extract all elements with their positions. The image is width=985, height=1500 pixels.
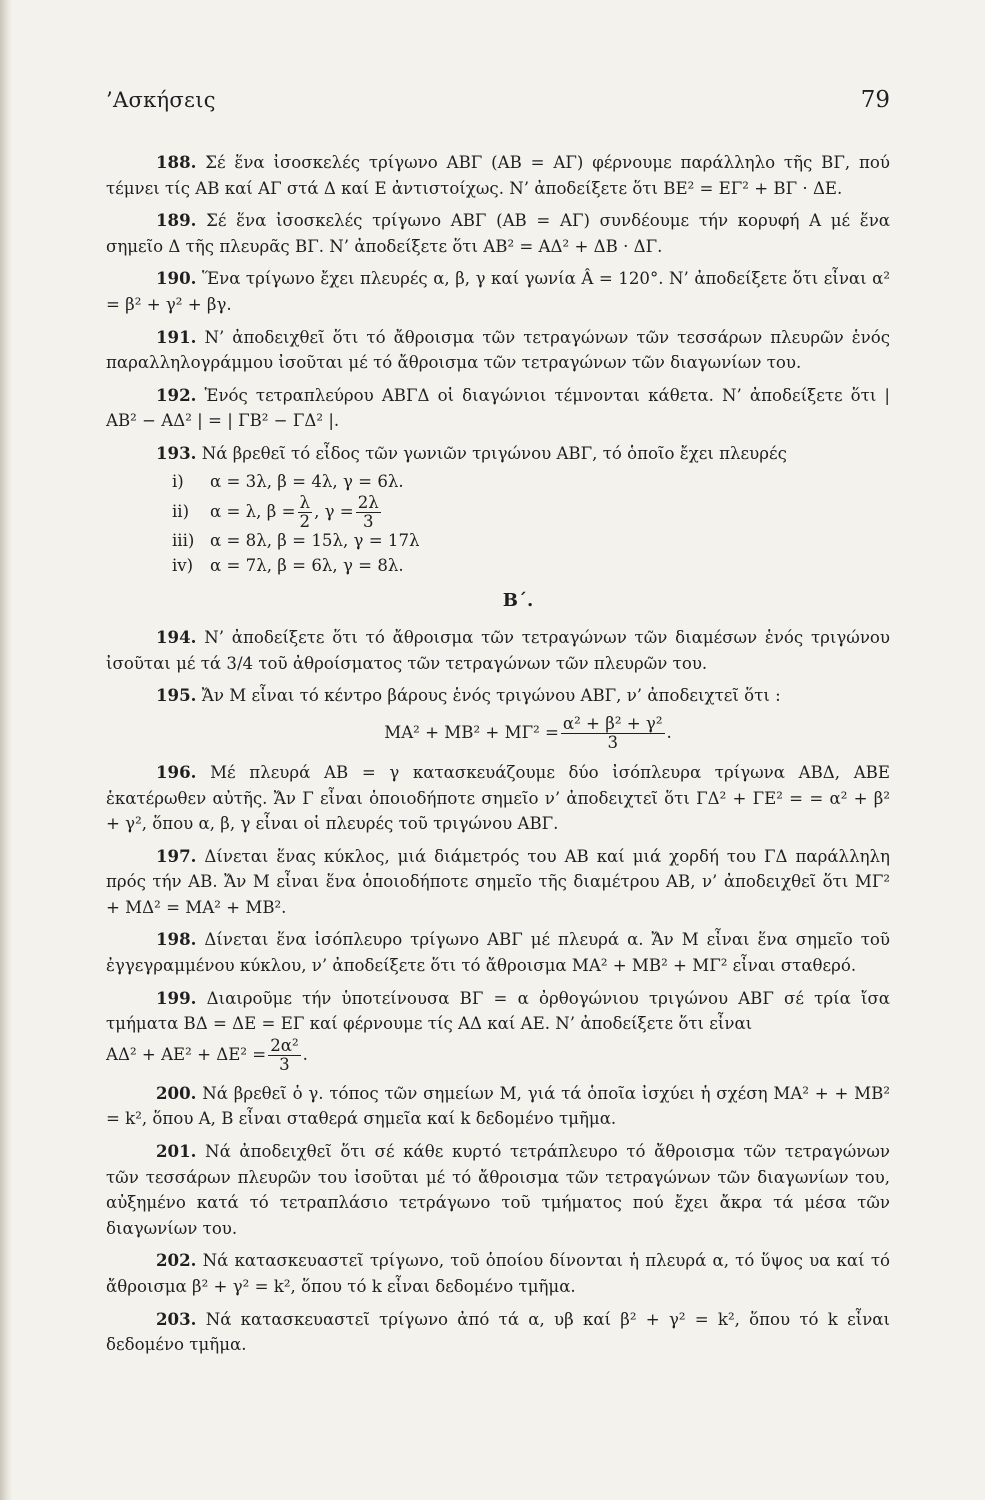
exercise-number: 191. [156,326,197,347]
exercise-number: 190. [156,268,197,289]
exercise-text: Νά βρεθεῖ τό εἶδος τῶν γωνιῶν τριγώνου ΑΒΓ, τό ὁποῖο ἔχει πλευρές [201,443,787,463]
fraction-numerator: α² + β² + γ² [562,713,663,733]
exercise-189 [106,208,890,259]
formula-end: . [666,722,672,742]
formula-195 [166,715,890,752]
case-item [172,553,890,578]
exercise-text: Σέ ἕνα ἰσοσκελές τρίγωνο ΑΒΓ (ΑΒ = ΑΓ) φέρνουμε παράλληλο τῆς ΒΓ, πού τέμνει τίς ΑΒ καί ΑΓ στά Δ καί Ε ἀντιστοίχως. Ν’ ἀποδείξετε ὅτι ΒΕ² = ΕΓ² + ΒΓ · ΔΕ. [106,153,890,198]
exercise-202 [106,1248,890,1299]
case-item [172,528,890,553]
exercise-200 [106,1081,890,1132]
exercise-text: Νά ἀποδειχθεῖ ὅτι σέ κάθε κυρτό τετράπλευρο τό ἄθροισμα τῶν τετραγώνων τῶν τεσσάρων πλευρῶν του ἰσοῦται μέ τό ἄθροισμα τῶν τετραγώνων τῶν διαγωνίων του, αὐξημένο κατά τό τετραπλάσιο τετράγωνο τοῦ τμήματος πού ἔχει ἄκρα τά μέσα τῶν διαγωνίων του. [106,1142,890,1238]
case-label: iii) [172,530,195,550]
exercise-199 [106,986,890,1037]
exercise-text: Μέ πλευρά ΑΒ = γ κατασκευάζουμε δύο ἰσόπλευρα τρίγωνα ΑΒΔ, ΑΒΕ ἑκατέρωθεν αὐτῆς. Ἄν Γ εἶναι ὁποιοδήποτε σημεῖο ν’ ἀποδειχτεῖ ὅτι ΓΔ² + ΓΕ² = = α² + β² + γ², ὅπου α, β, γ εἶναι οἱ πλευρές τοῦ τριγώνου ΑΒΓ. [106,762,890,834]
formula-lhs: ΑΔ² + ΑΕ² + ΔΕ² = [106,1044,267,1064]
case-item [172,469,890,494]
exercise-number: 200. [156,1082,197,1103]
exercise-text: Ἕνα τρίγωνο ἔχει πλευρές α, β, γ καί γωνία Â = 120°. Ν’ ἀποδείξετε ὅτι εἶναι α² = β² + γ² + βγ. [106,269,890,314]
exercise-190 [106,266,890,317]
exercise-195 [106,683,890,709]
fraction [356,494,381,531]
exercise-192 [106,383,890,434]
exercise-number: 197. [156,845,197,866]
exercise-number: 202. [156,1250,197,1271]
exercise-number: 195. [156,685,197,706]
fraction-denominator: 3 [607,732,618,752]
exercise-text: Διαιροῦμε τήν ὑποτείνουσα ΒΓ = α ὀρθογώνιου τριγώνου ΑΒΓ σέ τρία ἴσα τμήματα ΒΔ = ΔΕ = ΕΓ καί φέρνουμε τίς ΑΔ καί ΑΕ. Ν’ ἀποδείξετε ὅτι εἶναι [106,988,890,1034]
exercise-191 [106,325,890,376]
case-text: , γ = [314,501,354,521]
exercise-188 [106,150,890,201]
case-label: i) [172,471,184,491]
exercise-193-cases [172,469,890,578]
running-title: ’Ασκήσεις [106,88,216,112]
exercise-194 [106,625,890,676]
exercise-number: 203. [156,1308,197,1329]
exercise-203 [106,1307,890,1358]
case-label: iv) [172,555,194,575]
fraction [298,494,313,531]
formula-199 [106,1037,890,1074]
exercise-193 [106,441,890,467]
exercise-text: Σέ ἕνα ἰσοσκελές τρίγωνο ΑΒΓ (ΑΒ = ΑΓ) συνδέουμε τήν κορυφή Α μέ ἕνα σημεῖο Δ τῆς πλευρᾶς ΒΓ. Ν’ ἀποδείξετε ὅτι ΑΒ² = ΑΔ² + ΔΒ · ΔΓ. [106,211,890,256]
exercise-text: Νά βρεθεῖ ὁ γ. τόπος τῶν σημείων Μ, γιά τά ὁποῖα ἰσχύει ἡ σχέση ΜΑ² + + ΜΒ² = k², ὅπου Α, Β εἶναι σταθερά σημεῖα καί k δεδομένο τμῆμα. [106,1083,890,1129]
exercise-number: 192. [156,384,197,405]
section-heading: Β΄. [502,589,534,611]
formula-lhs: ΜΑ² + ΜΒ² + ΜΓ² = [384,722,559,742]
fraction-numerator: 2α² [270,1035,299,1055]
exercise-number: 189. [156,210,197,231]
exercise-text: Ἑνός τετραπλεύρου ΑΒΓΔ οἱ διαγώνιοι τέμνονται κάθετα. Ν’ ἀποδείξετε ὅτι | ΑΒ² − ΑΔ² | = | ΓΒ² − ΓΔ² |. [106,385,891,431]
formula-end: . [302,1044,308,1064]
exercise-number: 196. [156,761,197,782]
fraction [268,1037,300,1074]
exercise-number: 194. [156,627,197,648]
exercise-number: 201. [156,1141,197,1162]
fraction-numerator: λ [298,494,313,513]
fraction-numerator: 2λ [357,492,379,512]
exercise-number: 193. [156,442,197,463]
exercise-198 [106,927,890,978]
exercise-197 [106,844,890,921]
case-text: α = 8λ, β = 15λ, γ = 17λ [210,530,420,550]
exercise-text: Νά κατασκευαστεῖ τρίγωνο, τοῦ ὁποίου δίνονται ἡ πλευρά α, τό ὕψος υα καί τό ἄθροισμα β² + γ² = k², ὅπου τό k εἶναι δεδομένο τμῆμα. [106,1251,890,1296]
exercise-text: Δίνεται ἕνας κύκλος, μιά διάμετρός του ΑΒ καί μιά χορδή του ΓΔ παράλληλη πρός τήν ΑΒ. Ἄν Μ εἶναι ἕνα ὁποιοδήποτε σημεῖο τῆς διαμέτρου ΑΒ, ν’ ἀποδειχθεῖ ὅτι ΜΓ² + ΜΔ² = ΜΑ² + ΜΒ². [106,846,890,917]
exercise-number: 198. [156,929,197,950]
case-item [172,492,890,531]
exercise-text: Ν’ ἀποδειχθεῖ ὅτι τό ἄθροισμα τῶν τετραγώνων τῶν τεσσάρων πλευρῶν ἑνός παραλληλογράμμου ἰσοῦται μέ τό ἄθροισμα τῶν τετραγώνων τῶν διαγωνίων του. [106,327,891,373]
exercise-number: 199. [156,987,197,1008]
case-text: α = 3λ, β = 4λ, γ = 6λ. [210,471,404,491]
case-label: ii) [172,501,190,521]
exercise-number: 188. [156,152,197,172]
exercise-text: Ἄν Μ εἶναι τό κέντρο βάρους ἑνός τριγώνου ΑΒΓ, ν’ ἀποδειχτεῖ ὅτι : [201,686,781,706]
running-header [106,88,890,128]
case-text: α = 7λ, β = 6λ, γ = 8λ. [210,555,404,575]
fraction-denominator: 3 [279,1054,290,1074]
case-text: α = λ, β = [210,501,296,521]
exercise-196 [106,760,890,837]
page-number: 79 [860,87,890,113]
exercise-text: Δίνεται ἕνα ἰσόπλευρο τρίγωνο ΑΒΓ μέ πλευρά α. Ἄν Μ εἶναι ἕνα σημεῖο τοῦ ἐγγεγραμμένου κύκλου, ν’ ἀποδείξετε ὅτι τό ἄθροισμα ΜΑ² + ΜΒ² + ΜΓ² εἶναι σταθερό. [106,930,890,976]
exercise-text: Νά κατασκευαστεῖ τρίγωνο ἀπό τά α, υβ καί β² + γ² = k², ὅπου τό k εἶναι δεδομένο τμῆμα. [106,1309,891,1355]
fraction-denominator: 3 [362,511,374,531]
book-page [106,88,890,1365]
fraction [561,715,665,752]
exercise-201 [106,1139,890,1241]
page-binding-edge [0,0,12,1500]
exercise-text: Ν’ ἀποδείξετε ὅτι τό ἄθροισμα τῶν τετραγώνων τῶν διαμέσων ἑνός τριγώνου ἰσοῦται μέ τά 3/4 τοῦ ἀθροίσματος τῶν τετραγώνων τῶν πλευρῶν του. [106,628,891,673]
fraction-denominator: 2 [299,511,311,531]
